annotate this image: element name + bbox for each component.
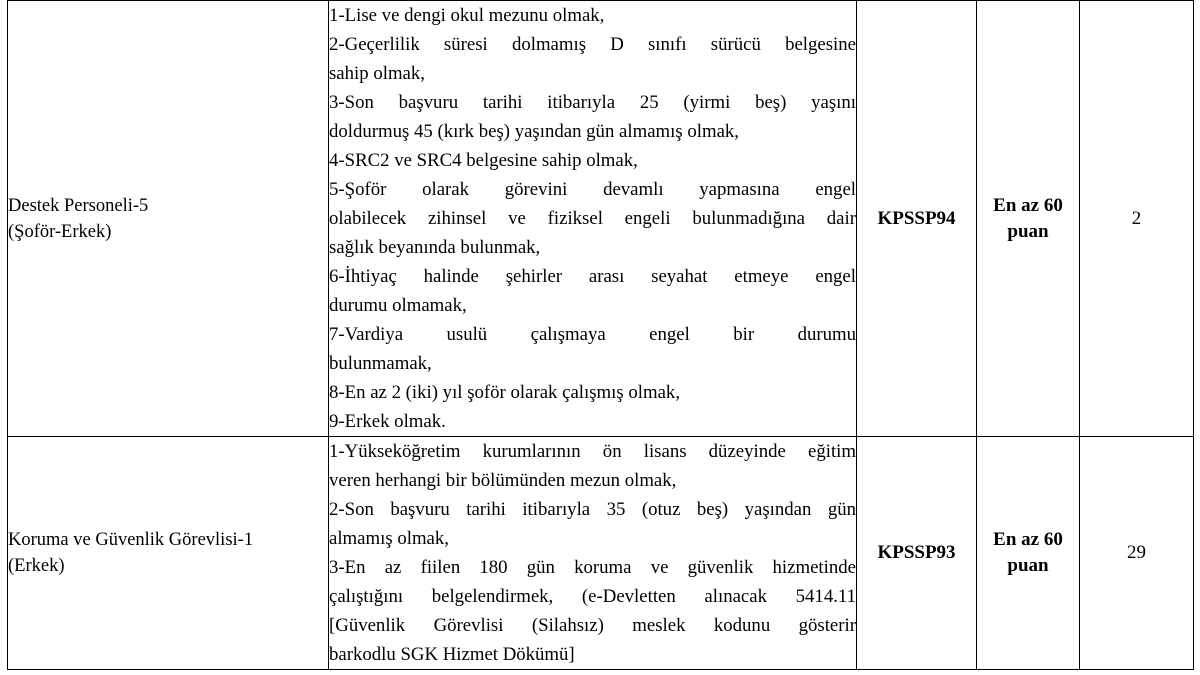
requirement-line: [Güvenlik Görevlisi (Silahsız) meslek kodunu gösterir xyxy=(329,615,856,636)
score-line: puan xyxy=(1007,555,1049,576)
requirement-line: 6-İhtiyaç halinde şehirler arası seyahat etmeye engel xyxy=(329,266,856,287)
score-line: En az 60 xyxy=(993,529,1063,550)
position-cell xyxy=(8,1,329,437)
requirements-cell xyxy=(329,437,857,670)
requirement-line: sahip olmak, xyxy=(329,63,425,84)
requirement-line: 1-Lise ve dengi okul mezunu olmak, xyxy=(329,5,605,26)
table-row xyxy=(8,1,1194,437)
exam-code: KPSSP93 xyxy=(857,437,977,670)
requirement-line: 4-SRC2 ve SRC4 belgesine sahip olmak, xyxy=(329,150,638,171)
exam-code: KPSSP94 xyxy=(857,1,977,437)
requirement-line: sağlık beyanında bulunmak, xyxy=(329,237,541,258)
table-row xyxy=(8,437,1194,670)
requirements-table xyxy=(7,0,1194,670)
requirement-line: durumu olmamak, xyxy=(329,295,467,316)
position-count: 2 xyxy=(1080,1,1194,437)
position-count: 29 xyxy=(1080,437,1194,670)
requirement-line: veren herhangi bir bölümünden mezun olmak, xyxy=(329,470,677,491)
position-subtitle: (Şoför-Erkek) xyxy=(8,221,112,242)
requirement-line: doldurmuş 45 (kırk beş) yaşından gün almamış olmak, xyxy=(329,121,739,142)
requirement-line: 5-Şoför olarak görevini devamlı yapmasına engel xyxy=(329,179,856,200)
requirement-line: 7-Vardiya usulü çalışmaya engel bir durumu xyxy=(329,324,856,345)
requirement-line: barkodlu SGK Hizmet Dökümü] xyxy=(329,644,575,665)
minimum-score xyxy=(977,1,1080,437)
requirement-line: çalıştığını belgelendirmek, (e-Devletten alınacak 5414.11 xyxy=(329,586,856,607)
score-line: En az 60 xyxy=(993,194,1063,216)
position-title: Destek Personeli-5 xyxy=(8,195,149,216)
minimum-score xyxy=(977,437,1080,670)
requirement-line: 8-En az 2 (iki) yıl şoför olarak çalışmış olmak, xyxy=(329,382,681,403)
requirement-line: 1-Yükseköğretim kurumlarının ön lisans düzeyinde eğitim xyxy=(329,441,856,462)
requirement-line: 3-En az fiilen 180 gün koruma ve güvenlik hizmetinde xyxy=(329,557,856,578)
requirement-line: 9-Erkek olmak. xyxy=(329,411,446,432)
position-cell xyxy=(8,437,329,670)
position-title: Koruma ve Güvenlik Görevlisi-1 xyxy=(8,530,254,550)
requirements-cell xyxy=(329,1,857,437)
score-line: puan xyxy=(1007,220,1049,242)
requirement-line: bulunmamak, xyxy=(329,353,432,374)
requirement-line: olabilecek zihinsel ve fiziksel engeli bulunmadığına dair xyxy=(329,208,856,229)
position-subtitle: (Erkek) xyxy=(8,556,65,576)
requirement-line: almamış olmak, xyxy=(329,528,449,549)
requirement-line: 2-Geçerlilik süresi dolmamış D sınıfı sürücü belgesine xyxy=(329,34,856,55)
requirement-line: 2-Son başvuru tarihi itibarıyla 35 (otuz beş) yaşından gün xyxy=(329,499,856,520)
requirement-line: 3-Son başvuru tarihi itibarıyla 25 (yirmi beş) yaşını xyxy=(329,92,856,113)
